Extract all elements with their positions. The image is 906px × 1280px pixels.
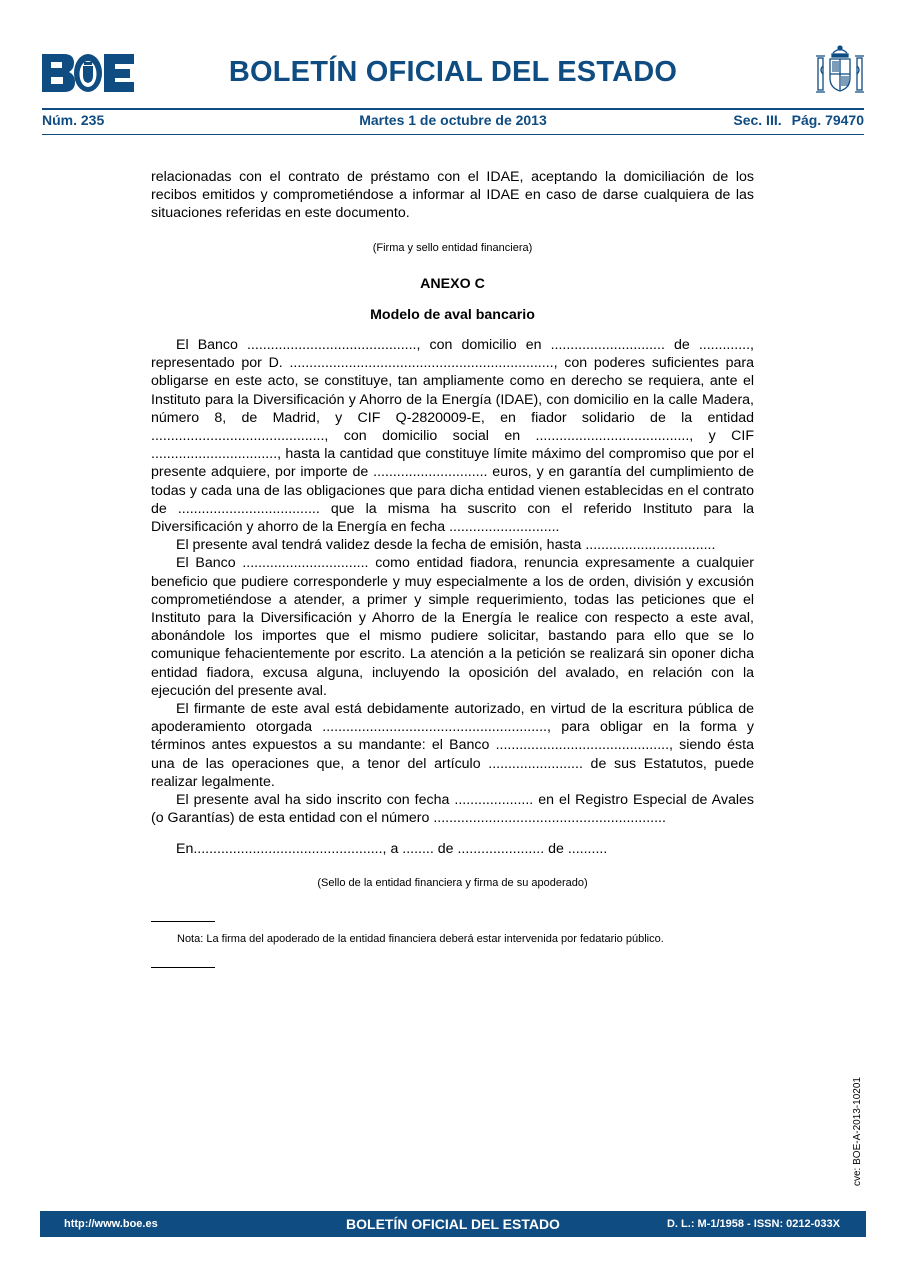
logo-text: BOE <box>42 52 45 53</box>
boe-logo <box>42 52 134 94</box>
masthead-title: BOLETÍN OFICIAL DEL ESTADO <box>228 56 678 88</box>
footnote-divider-top <box>151 921 215 922</box>
body-paragraph: El presente aval ha sido inscrito con fecha .................... en el Registro Especial de Avales (o Garantías) de esta entidad con el número ........................................................... <box>151 792 754 827</box>
footer-legal: D. L.: M-1/1958 - ISSN: 0212-033X <box>666 1218 840 1230</box>
body-paragraph: El Banco ..........................................., con domicilio en ............................. de ............., representado por D. ..................................................................., con poderes suficientes para obligarse en este acto, se constituye, tan ampliamente como en derecho se requiera, ante el Instituto para la Diversificación y Ahorro de la Energía (IDAE), con domicilio en la calle Madera, número 8, de Madrid, y CIF Q-2820009-E, en fiador solidario de la entidad ............................................, con domicilio social en ......................................., y CIF ................................, hasta la cantidad que constituye límite máximo del compromiso que por el presente adquiere, por importe de ............................. euros, y en garantía del cumplimiento de todas y cada una de las obligaciones que para dicha entidad vienen establecidas en el contrato de .................................... que la misma ha suscrito con el referido Instituto para la Diversificación y ahorro de la Energía en fecha ............................ <box>151 337 754 536</box>
place-date-line: En................................................, a ........ de ...................... de .......... <box>176 840 608 857</box>
header-rule-top <box>42 108 864 110</box>
annex-title: ANEXO C <box>420 275 485 292</box>
page-label: Pág. 79470 <box>791 112 864 128</box>
body-paragraph: El presente aval tendrá validez desde la fecha de emisión, hasta ................................. <box>176 537 716 554</box>
issue-date: Martes 1 de octubre de 2013 <box>359 112 547 128</box>
footer-title: BOLETÍN OFICIAL DEL ESTADO <box>346 1216 560 1232</box>
issue-number: Núm. 235 <box>42 112 105 128</box>
footer-bar <box>40 1211 866 1237</box>
footnote-text: Nota: La firma del apoderado de la entidad financiera deberá estar intervenida por fedatario público. <box>177 933 664 945</box>
section-label: Sec. III. <box>733 112 782 128</box>
body-paragraph: El Banco ................................ como entidad fiadora, renuncia expresamente a cualquier beneficio que pudiere corresponderle y muy especialmente a los de orden, división y excusión comprometiéndose a atender, a primer y simple requerimiento, todas las peticiones que el Instituto para la Diversificación y Ahorro de la Energía le realice con respecto a este aval, abonándole los importes que el mismo pudiere solicitar, bastando para ello que se lo comunique fehacientemente por escrito. La atención a la petición se realizará sin oponer dicha entidad fiadora, excusa alguna, incluyendo la oposición del avalado, en relación con la ejecución del presente aval. <box>151 555 754 699</box>
cve-identifier: cve: BOE-A-2013-10201 <box>852 1077 863 1186</box>
section-page <box>733 112 864 128</box>
coat-of-arms-icon <box>815 44 865 98</box>
continuation-paragraph: relacionadas con el contrato de préstamo con el IDAE, aceptando la domiciliación de los recibos emitidos y comprometiéndose a informar al IDAE en caso de darse cualquiera de las situaciones referidas en este documento. <box>151 169 754 222</box>
footer-url-link[interactable]: http://www.boe.es <box>64 1218 158 1230</box>
header-rule-bottom <box>42 134 864 135</box>
signature-note-seal: (Sello de la entidad financiera y firma de su apoderado) <box>317 876 588 889</box>
body-paragraph: El firmante de este aval está debidamente autorizado, en virtud de la escritura pública de apoderamiento otorgada ........................................................., para obligar en la forma y términos antes expuestos a su mandante: el Banco ............................................, siendo ésta una de las operaciones que, a tenor del artículo ........................ de sus Estatutos, puede realizar legalmente. <box>151 701 754 790</box>
footnote-divider-bottom <box>151 967 215 968</box>
signature-note-financial: (Firma y sello entidad financiera) <box>372 241 533 254</box>
annex-subtitle: Modelo de aval bancario <box>370 306 535 323</box>
document-body <box>151 168 754 890</box>
